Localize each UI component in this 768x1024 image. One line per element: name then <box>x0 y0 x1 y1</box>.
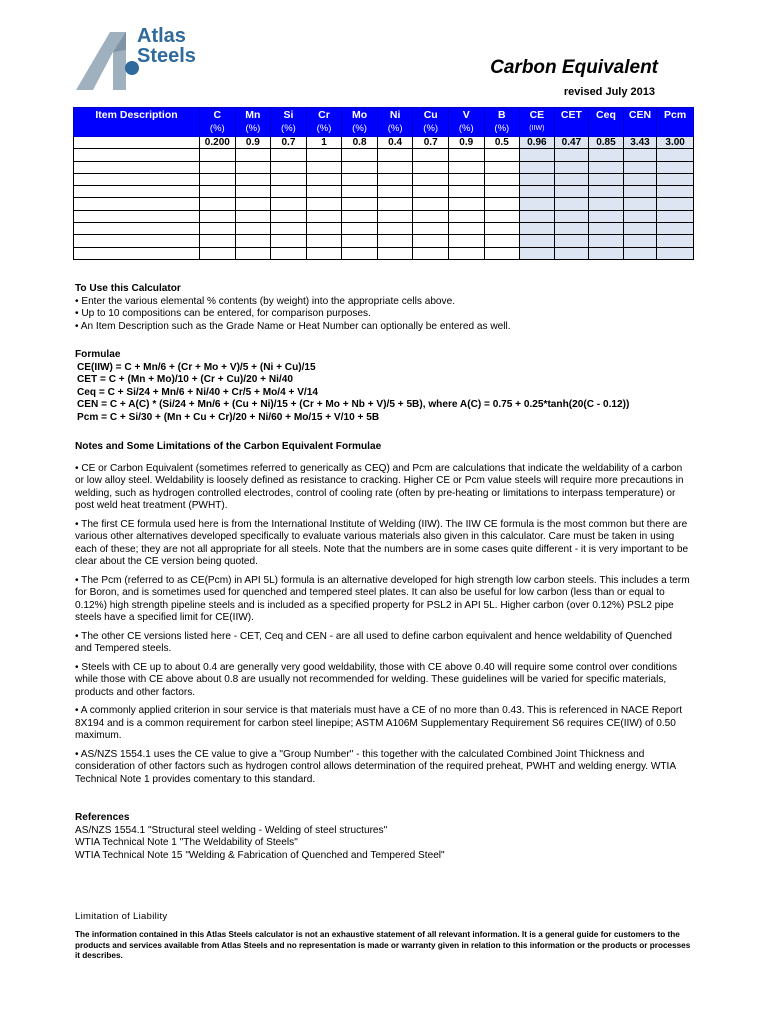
input-cell-b[interactable]: 0.5 <box>484 137 520 149</box>
input-cell-v[interactable] <box>448 198 484 210</box>
note-paragraph: • AS/NZS 1554.1 uses the CE value to give a "Group Number" - this together with the calculated Combined Joint Thickness and consideration of other factors such as hydrogen control allows determination of the required preheat, PWHT and welding energy. WTIA Technical Note 1 provides comentary to this standard. <box>75 748 676 785</box>
input-cell-si[interactable] <box>271 223 307 235</box>
input-cell-c[interactable] <box>200 186 236 198</box>
note-paragraph: • The Pcm (referred to as CE(Pcm) in API 5L) formula is an alternative developed for high strength low carbon steels. This includes a term for Boron, and is sometimes used for quenched and tempered steel plates. It can also be useful for low carbon (less than or equal to 0.12%) high strength pipeline steels and is included as a specified property for PSL2 in API 5L. Higher carbon (over 0.12%) PSL2 pipe steels have a specified limit for CE(IIW). <box>75 574 690 623</box>
input-cell-c[interactable]: 0.200 <box>200 137 236 149</box>
table-row <box>74 210 694 222</box>
table-row <box>74 235 694 247</box>
result-cell-cet <box>554 223 589 235</box>
input-cell-mo[interactable] <box>342 210 378 222</box>
note-paragraph: • CE or Carbon Equivalent (sometimes referred to generically as CEQ) and Pcm are calculations that indicate the weldability of a carbon or low alloy steel. Weldability is loosely defined as resistance to cracking. Higher CE or Pcm value steels will require more precautions in welding, such as hydrogen controlled electrodes, control of cooling rate (often by pre-heating or limitations to interpass temperature) or post weld heat treatment (PWHT). <box>75 462 684 511</box>
header-pcm: Pcm <box>657 108 694 137</box>
result-cell-cen <box>623 247 657 259</box>
input-cell-c[interactable] <box>200 149 236 161</box>
result-cell-ceq <box>589 210 624 222</box>
header-ceq: Ceq <box>589 108 624 137</box>
input-cell-b[interactable] <box>484 186 520 198</box>
input-cell-mo[interactable] <box>342 235 378 247</box>
result-cell-cet <box>554 247 589 259</box>
note-paragraph: • A commonly applied criterion in sour service is that materials must have a CE of no more than 0.43. This is referenced in NACE Report 8X194 and is a common requirement for carbon steel linepipe; ASTM A106M Supplementary Requirement S6 requires CE(IIW) of 0.50 maximum. <box>75 705 683 741</box>
input-cell-si[interactable]: 0.7 <box>271 137 307 149</box>
result-cell-ceq <box>589 161 624 173</box>
references-section <box>75 812 690 862</box>
result-cell-cet <box>554 198 589 210</box>
usage-section <box>75 283 690 333</box>
input-cell-v[interactable] <box>448 161 484 173</box>
notes-heading: Notes and Some Limitations of the Carbon Equivalent Formulae <box>75 441 382 452</box>
header-b: B (%) <box>484 108 520 137</box>
input-cell-mo[interactable] <box>342 223 378 235</box>
input-cell-v[interactable]: 0.9 <box>448 137 484 149</box>
input-cell-cu[interactable] <box>413 247 449 259</box>
result-cell-ceq: 0.85 <box>589 137 624 149</box>
result-cell-cen <box>623 173 657 185</box>
input-cell-v[interactable] <box>448 247 484 259</box>
carbon-equivalent-table <box>73 107 694 260</box>
formulae-heading: Formulae <box>75 349 121 360</box>
input-cell-mo[interactable] <box>342 247 378 259</box>
input-cell-ni[interactable] <box>377 173 413 185</box>
result-cell-pcm <box>657 210 694 222</box>
input-cell-b[interactable] <box>484 161 520 173</box>
input-cell-mo[interactable] <box>342 186 378 198</box>
input-cell-ni[interactable] <box>377 198 413 210</box>
table-row <box>74 247 694 259</box>
revision-date: revised July 2013 <box>563 86 655 98</box>
input-cell-c[interactable] <box>200 198 236 210</box>
input-cell-mo[interactable] <box>342 198 378 210</box>
input-cell-cr[interactable] <box>306 235 342 247</box>
input-cell-mn[interactable] <box>235 210 271 222</box>
header-ni: Ni (%) <box>377 108 413 137</box>
input-cell-b[interactable] <box>484 247 520 259</box>
result-cell-cet <box>554 161 589 173</box>
result-cell-cen <box>623 149 657 161</box>
input-cell-cu[interactable] <box>413 186 449 198</box>
input-cell-item-description[interactable] <box>74 210 200 222</box>
result-cell-ce <box>520 161 555 173</box>
liability-text: The information contained in this Atlas Steels calculator is not an exhaustive statement of all relevant information. It is a general guide for customers to the products and services available from Atlas Steels and no representation is made or warranty given in relation to this information or the products or processes it describes. <box>75 930 691 960</box>
input-cell-cu[interactable] <box>413 235 449 247</box>
input-cell-cu[interactable] <box>413 149 449 161</box>
result-cell-ce <box>520 235 555 247</box>
input-cell-mn[interactable] <box>235 198 271 210</box>
header-c: C (%) <box>200 108 236 137</box>
input-cell-mn[interactable] <box>235 161 271 173</box>
formula-pcm: Pcm = C + Si/30 + (Mn + Cu + Cr)/20 + Ni/60 + Mo/15 + V/10 + 5B <box>77 411 380 423</box>
result-cell-ce <box>520 186 555 198</box>
result-cell-cet <box>554 149 589 161</box>
input-cell-cu[interactable] <box>413 161 449 173</box>
formula-cen: CEN = C + A(C) * (Si/24 + Mn/6 + (Cu + Ni)/15 + (Cr + Mo + Nb + V)/5 + 5B), where A(C) = 0.75 + 0.25*tanh(20(C - 0.12)) <box>77 399 630 410</box>
result-cell-pcm <box>657 161 694 173</box>
input-cell-item-description[interactable] <box>74 137 200 149</box>
input-cell-mo[interactable]: 0.8 <box>342 137 378 149</box>
input-cell-cr[interactable] <box>306 161 342 173</box>
input-cell-cu[interactable] <box>413 223 449 235</box>
input-cell-b[interactable] <box>484 149 520 161</box>
input-cell-mn[interactable] <box>235 235 271 247</box>
input-cell-cu[interactable] <box>413 210 449 222</box>
input-cell-ni[interactable] <box>377 247 413 259</box>
input-cell-cu[interactable]: 0.7 <box>413 137 449 149</box>
input-cell-si[interactable] <box>271 235 307 247</box>
input-cell-c[interactable] <box>200 161 236 173</box>
input-cell-item-description[interactable] <box>74 247 200 259</box>
input-cell-item-description[interactable] <box>74 161 200 173</box>
input-cell-cr[interactable] <box>306 210 342 222</box>
references-heading: References <box>75 812 130 823</box>
table-row <box>74 137 694 149</box>
result-cell-ce <box>520 173 555 185</box>
input-cell-c[interactable] <box>200 210 236 222</box>
result-cell-cen <box>623 235 657 247</box>
input-cell-c[interactable] <box>200 223 236 235</box>
header-cr: Cr (%) <box>306 108 342 137</box>
input-cell-mn[interactable]: 0.9 <box>235 137 271 149</box>
input-cell-cr[interactable] <box>306 186 342 198</box>
input-cell-cr[interactable] <box>306 198 342 210</box>
input-cell-ni[interactable] <box>377 235 413 247</box>
header-cu: Cu (%) <box>413 108 449 137</box>
result-cell-ce: 0.96 <box>520 137 555 149</box>
input-cell-c[interactable] <box>200 173 236 185</box>
input-cell-mn[interactable] <box>235 149 271 161</box>
result-cell-ce <box>520 198 555 210</box>
usage-item: • Enter the various elemental % contents (by weight) into the appropriate cells above. <box>75 295 456 307</box>
result-cell-cen <box>623 210 657 222</box>
note-paragraph: • The first CE formula used here is from the International Institute of Welding (IIW). The IIW CE formula is the most common but there are various other alternatives developed specifically to evaluate various materials also given in this calculator. Care must be taken in using each of these; they are not all appropriate for all steels. Note that the numbers are in some cases quite different - it is very important to be clear about the CE version being quoted. <box>75 518 689 567</box>
result-cell-cet <box>554 186 589 198</box>
input-cell-si[interactable] <box>271 161 307 173</box>
reference-item: WTIA Technical Note 15 "Welding & Fabrication of Quenched and Tempered Steel" <box>75 849 445 861</box>
table-row <box>74 173 694 185</box>
result-cell-ceq <box>589 247 624 259</box>
input-cell-b[interactable] <box>484 198 520 210</box>
input-cell-cr[interactable] <box>306 247 342 259</box>
table-header-row <box>74 108 694 137</box>
input-cell-item-description[interactable] <box>74 223 200 235</box>
input-cell-ni[interactable] <box>377 210 413 222</box>
header-mn: Mn (%) <box>235 108 271 137</box>
formula-ceq: Ceq = C + Si/24 + Mn/6 + Ni/40 + Cr/5 + Mo/4 + V/14 <box>77 386 318 398</box>
note-paragraph: • The other CE versions listed here - CET, Ceq and CEN - are all used to define carbon equivalent and hence weldability of Quenched and Tempered steels. <box>75 630 672 654</box>
result-cell-ceq <box>589 149 624 161</box>
input-cell-si[interactable] <box>271 198 307 210</box>
table-row <box>74 186 694 198</box>
result-cell-ceq <box>589 173 624 185</box>
result-cell-ceq <box>589 223 624 235</box>
input-cell-v[interactable] <box>448 210 484 222</box>
result-cell-pcm <box>657 247 694 259</box>
input-cell-mn[interactable] <box>235 247 271 259</box>
result-cell-pcm <box>657 149 694 161</box>
reference-item: WTIA Technical Note 1 "The Weldability of Steels" <box>75 837 298 848</box>
result-cell-pcm <box>657 235 694 247</box>
input-cell-item-description[interactable] <box>74 186 200 198</box>
input-cell-item-description[interactable] <box>74 198 200 210</box>
result-cell-ce <box>520 149 555 161</box>
input-cell-mn[interactable] <box>235 186 271 198</box>
input-cell-cr[interactable] <box>306 173 342 185</box>
header-si: Si (%) <box>271 108 307 137</box>
input-cell-mo[interactable] <box>342 149 378 161</box>
result-cell-cet <box>554 173 589 185</box>
input-cell-cr[interactable]: 1 <box>306 137 342 149</box>
header-cen: CEN <box>623 108 657 137</box>
input-cell-ni[interactable] <box>377 149 413 161</box>
result-cell-pcm <box>657 223 694 235</box>
result-cell-pcm: 3.00 <box>657 137 694 149</box>
input-cell-mn[interactable] <box>235 173 271 185</box>
table-row <box>74 161 694 173</box>
result-cell-ceq <box>589 235 624 247</box>
result-cell-pcm <box>657 173 694 185</box>
usage-heading: To Use this Calculator <box>75 283 181 294</box>
input-cell-b[interactable] <box>484 223 520 235</box>
input-cell-si[interactable] <box>271 210 307 222</box>
input-cell-cu[interactable] <box>413 173 449 185</box>
header-v: V (%) <box>448 108 484 137</box>
input-cell-si[interactable] <box>271 173 307 185</box>
table-row <box>74 149 694 161</box>
input-cell-ni[interactable] <box>377 223 413 235</box>
input-cell-cr[interactable] <box>306 223 342 235</box>
input-cell-si[interactable] <box>271 247 307 259</box>
table-row <box>74 223 694 235</box>
note-paragraph: • Steels with CE up to about 0.4 are generally very good weldability, those with CE above 0.40 will require some control over conditions while those with CE above about 0.8 are usually not recommended for welding. These guidelines will be varied for specific materials, products and other factors. <box>75 661 678 698</box>
formulae-section <box>75 349 690 424</box>
input-cell-ni[interactable] <box>377 161 413 173</box>
input-cell-v[interactable] <box>448 235 484 247</box>
table-body <box>74 137 694 260</box>
input-cell-v[interactable] <box>448 149 484 161</box>
input-cell-v[interactable] <box>448 223 484 235</box>
result-cell-cen: 3.43 <box>623 137 657 149</box>
input-cell-si[interactable] <box>271 186 307 198</box>
result-cell-ce <box>520 223 555 235</box>
result-cell-ceq <box>589 186 624 198</box>
input-cell-v[interactable] <box>448 173 484 185</box>
input-cell-v[interactable] <box>448 186 484 198</box>
input-cell-ni[interactable]: 0.4 <box>377 137 413 149</box>
header-ce: CE (IIW) <box>520 108 555 137</box>
page-title: Carbon Equivalent <box>490 57 658 78</box>
reference-item: AS/NZS 1554.1 "Structural steel welding - Welding of steel structures" <box>75 824 388 836</box>
table-row <box>74 198 694 210</box>
input-cell-b[interactable] <box>484 210 520 222</box>
header-item-description: Item Description <box>74 108 200 137</box>
input-cell-item-description[interactable] <box>74 173 200 185</box>
formula-cet: CET = C + (Mn + Mo)/10 + (Cr + Cu)/20 + Ni/40 <box>77 374 293 385</box>
formula-ce-iiw: CE(IIW) = C + Mn/6 + (Cr + Mo + V)/5 + (Ni + Cu)/15 <box>77 361 316 373</box>
input-cell-b[interactable] <box>484 235 520 247</box>
result-cell-pcm <box>657 198 694 210</box>
liability-heading: Limitation of Liability <box>75 911 168 922</box>
input-cell-cr[interactable] <box>306 149 342 161</box>
result-cell-cen <box>623 198 657 210</box>
input-cell-cu[interactable] <box>413 198 449 210</box>
usage-item: • An Item Description such as the Grade Name or Heat Number can optionally be entered as well. <box>75 320 511 332</box>
input-cell-c[interactable] <box>200 235 236 247</box>
input-cell-item-description[interactable] <box>74 149 200 161</box>
usage-item: • Up to 10 compositions can be entered, for comparison purposes. <box>75 308 371 319</box>
input-cell-ni[interactable] <box>377 186 413 198</box>
brand-name: Atlas Steels <box>137 25 196 67</box>
notes-section <box>75 441 690 792</box>
result-cell-pcm <box>657 186 694 198</box>
header-cet: CET <box>554 108 589 137</box>
input-cell-si[interactable] <box>271 149 307 161</box>
result-cell-cet: 0.47 <box>554 137 589 149</box>
result-cell-cen <box>623 161 657 173</box>
result-cell-ceq <box>589 198 624 210</box>
header-mo: Mo (%) <box>342 108 378 137</box>
input-cell-b[interactable] <box>484 173 520 185</box>
input-cell-item-description[interactable] <box>74 235 200 247</box>
result-cell-cen <box>623 186 657 198</box>
result-cell-cet <box>554 210 589 222</box>
result-cell-ce <box>520 210 555 222</box>
input-cell-mo[interactable] <box>342 173 378 185</box>
result-cell-cet <box>554 235 589 247</box>
result-cell-ce <box>520 247 555 259</box>
input-cell-c[interactable] <box>200 247 236 259</box>
input-cell-mo[interactable] <box>342 161 378 173</box>
input-cell-mn[interactable] <box>235 223 271 235</box>
result-cell-cen <box>623 223 657 235</box>
